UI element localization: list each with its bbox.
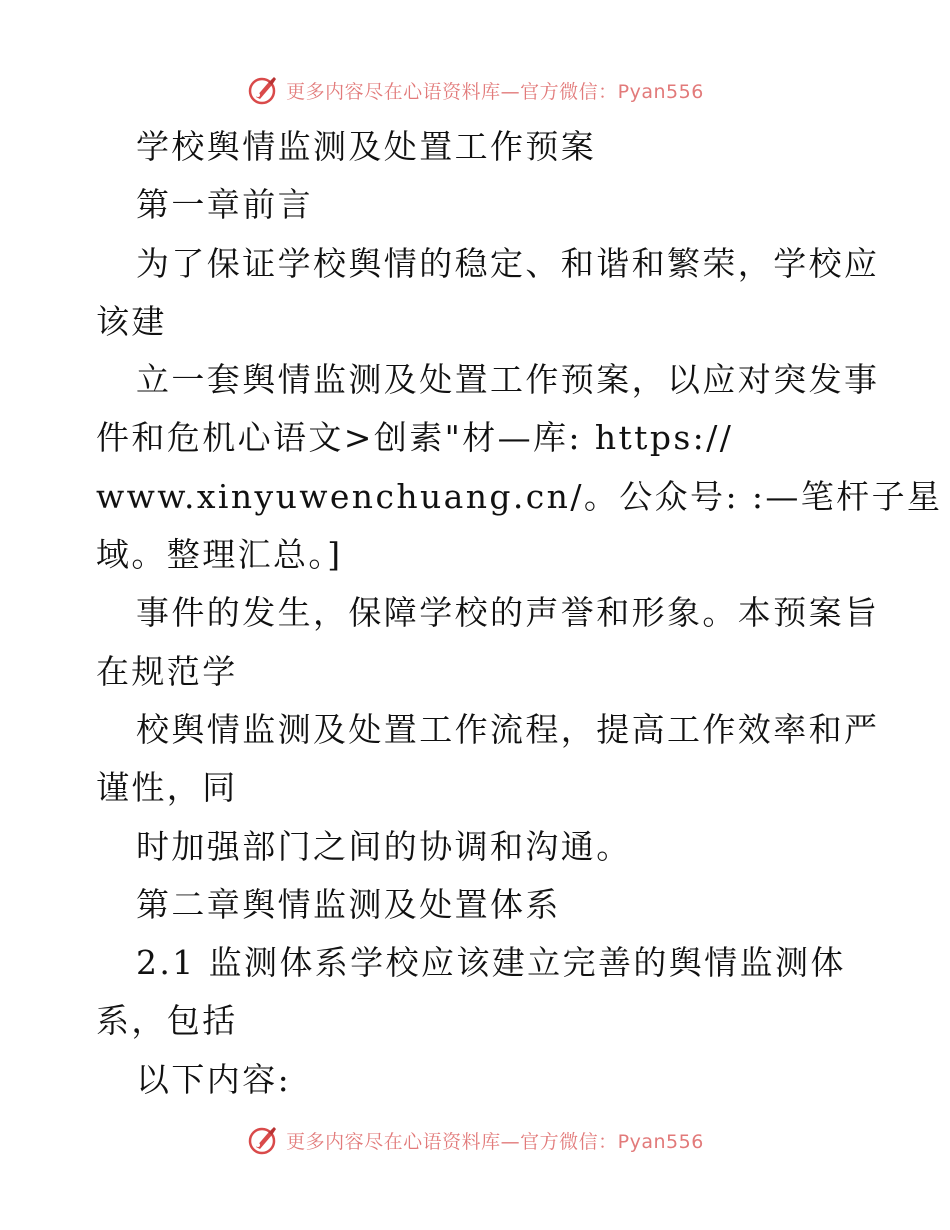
text-line: 域。整理汇总。] [96,535,343,575]
text-line: 在规范学 [96,651,238,691]
text-line: 立一套舆情监测及处置工作预案，以应对突发事 [136,360,880,400]
text-line: 为了保证学校舆情的稳定、和谐和繁荣，学校应 [136,243,880,283]
text-line: 系，包括 [96,1001,238,1041]
footer-watermark [0,1120,950,1160]
text-line: 学校舆情监测及处置工作预案 [136,127,597,166]
text-line: 时加强部门之间的协调和沟通。 [136,826,632,866]
text-line: 谨性，同 [96,768,238,808]
text-line: 第一章前言 [136,185,313,225]
text-line: 2.1 监测体系学校应该建立完善的舆情监测体 [136,943,846,983]
document-body [96,118,943,1109]
footer-watermark-text: 更多内容尽在心语资料库—官方微信：Pyan556 [286,1130,704,1153]
text-line: 以下内容: [136,1059,292,1099]
text-line: 第二章舆情监测及处置体系 [136,884,561,924]
header-watermark [0,70,950,110]
text-line: www.xinyuwenchuang.cn/。公众号: :—笔杆子星 [96,476,943,516]
text-line: 该建 [96,301,167,341]
pen-logo-icon [246,1123,280,1157]
text-line: 件和危机心语文>创素"材—库: https:// [96,418,734,458]
text-line: 校舆情监测及处置工作流程，提高工作效率和严 [136,709,880,749]
header-watermark-text: 更多内容尽在心语资料库—官方微信：Pyan556 [286,80,704,103]
text-line: 事件的发生，保障学校的声誉和形象。本预案旨 [136,593,880,633]
pen-logo-icon [246,73,280,107]
